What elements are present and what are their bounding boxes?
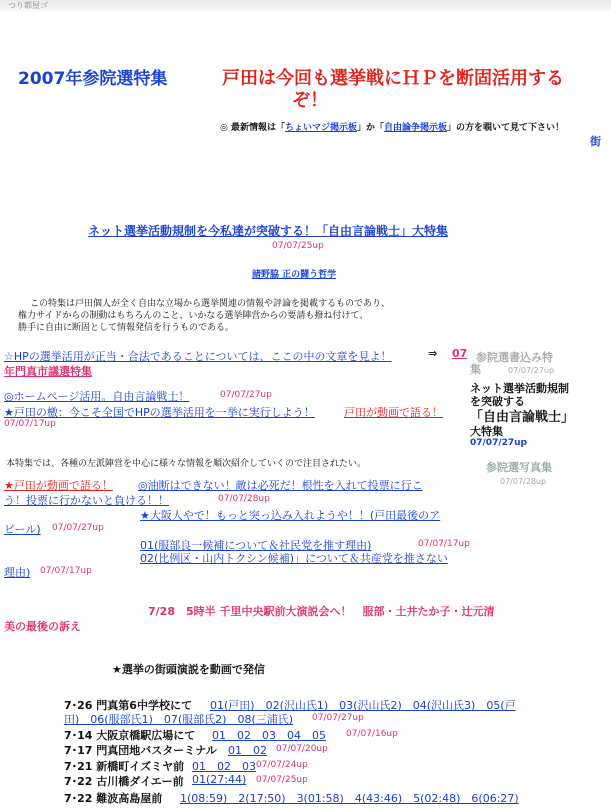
street-row-2-links[interactable]: 01 02 03 04 05 (212, 729, 326, 742)
item-01-link[interactable]: 01(服部良一候補について＆社民党を推す理由) (140, 539, 372, 552)
sidebar-heading-3[interactable]: 参院選写真集 (486, 461, 552, 474)
header-title-left: 2007年参院選特集 (18, 69, 168, 89)
video-message-link-2[interactable]: う！投票に行かないと負ける！！ (4, 494, 169, 507)
hp-use-link[interactable]: ◎ホームページ活用。自由言論戦士！ (4, 390, 190, 403)
street-row-5-links[interactable]: 01(27:44) (192, 773, 247, 786)
sidebar-date-2: 07/07/27up (470, 438, 527, 448)
notice-edge-text: 街 (590, 135, 601, 148)
video-date: 07/07/28up (218, 494, 270, 504)
street-row-2-date: 07/07/16up (346, 729, 398, 739)
notice-suffix: 」の方を覗いて見て下さい！ (447, 123, 565, 133)
street-row-3-label: 7･17 門真団地バスターミナル (64, 744, 217, 757)
sidebar-heading-1[interactable]: 参院選書込み特 (476, 351, 553, 364)
video-speech-link[interactable]: ★戸田が動画で語る！ (4, 479, 113, 492)
item-02-link-cont[interactable]: 理由) (4, 566, 31, 579)
header-title-right-line1: 戸田は今回も選挙戦にＨＰを断固活用する (222, 68, 564, 89)
notice-mid: 」か「 (357, 123, 385, 133)
hp-use-date: 07/07/27up (220, 390, 272, 400)
link-choi-maji-board[interactable]: ちょいマジ掲示板 (285, 123, 358, 133)
top-left-text: つり都屋ゴ (8, 1, 48, 10)
street-row-3-date: 07/07/20up (276, 744, 328, 754)
street-row-2-label: 7･14 大阪京橋駅広場にて (64, 729, 196, 742)
street-row-6-label: 7･22 難波高島屋前 (64, 792, 163, 805)
kadoma-election-link[interactable]: 年門真市議選特集 (4, 365, 92, 378)
video-message-link-1[interactable]: ◎油断はできない！敵は必死だ！根性を入れて投票に行こ (138, 479, 423, 492)
sidebar-heading-2-line3: 「自由言論戦士」 (470, 410, 575, 425)
street-row-5-label: 7･22 古川橋ダイエー前 (64, 775, 184, 788)
latest-notice (220, 120, 564, 133)
intro-line-3: 勝手に自由に断固として情報発信を行うものである。 (18, 323, 235, 333)
item-02-date: 07/07/17up (40, 566, 92, 576)
street-row-5-date: 07/07/25up (256, 775, 308, 785)
hp-legal-link[interactable]: ☆HPの選挙活用が正当・合法であることについては、ここの中の文章を見よ！ (4, 350, 392, 363)
sidebar-heading-1-cont: 集 (470, 363, 481, 376)
notice-prefix: ◎ 最新情報は「 (220, 123, 285, 133)
feature-title-link[interactable]: ネット選挙活動規制を今私達が突破する！「自由言論戦士」大特集 (88, 224, 449, 238)
street-row-1-links-cont[interactable]: 田) 06(服部氏1) 07(服部氏2) 08(三浦氏) (64, 713, 294, 726)
street-row-1-links[interactable]: 01(戸田) 02(沢山氏1) 03(沢山氏2) 04(沢山氏3) 05(戸 (210, 699, 516, 712)
item-02-link[interactable]: 02(比例区・山内トクシン候補)」について＆共産党を推さない (140, 552, 448, 565)
street-row-1-label: 7･26 門真第6中学校にて (64, 699, 192, 712)
streets-title: ★選挙の街頭演説を動画で発信 (112, 663, 265, 676)
sidebar-date-1: 07/07/27up (508, 366, 555, 375)
author-link[interactable]: 諸野脇 正の闘う哲学 (252, 270, 337, 280)
sidebar-date-3: 07/07/28up (500, 477, 547, 486)
header-title-right-line2: ぞ！ (292, 90, 328, 111)
street-row-4-date: 07/07/24up (256, 760, 308, 770)
intro-line-1: この特集は戸田個人が全く自由な立場から選挙関連の情報や評論を掲載するものであり、 (30, 299, 391, 309)
item-01-date: 07/07/17up (418, 539, 470, 549)
street-row-4-label: 7･21 新橋町イズミヤ前 (64, 760, 185, 773)
toda-policy-link[interactable]: ★戸田の檄：今こそ全国でHPの選挙活用を一挙に実行しよう！ (4, 406, 315, 419)
rally-line-2: 美の最後の訴え (4, 620, 81, 633)
toda-video-link[interactable]: 戸田が動画で語る！ (344, 406, 443, 419)
street-row-6-links[interactable]: 1(08:59) 2(17:50) 3(01:58) 4(43:46) 5(02:48) 6(06:27) (180, 792, 519, 805)
toda-policy-date: 07/07/17up (4, 419, 56, 429)
sidebar-heading-2-line4: 大特集 (470, 425, 503, 438)
street-row-3-links[interactable]: 01 02 (228, 744, 267, 757)
osaka-link-cont[interactable]: ピール) (4, 523, 41, 536)
osaka-link[interactable]: ★大阪人やで！もっと突っ込み入れようや！！(戸田最後のア (140, 509, 441, 522)
street-row-1-date: 07/07/27up (312, 713, 364, 723)
osaka-date: 07/07/27up (52, 523, 104, 533)
link-jiyu-ronso-board[interactable]: 自由論争掲示板 (384, 123, 448, 133)
arrow-icon: ⇒ (428, 347, 438, 360)
feature-date: 07/07/25up (272, 241, 324, 251)
sidebar-heading-2-line2: を突破する (470, 395, 525, 408)
street-row-4-links[interactable]: 01 02 03 (192, 760, 256, 773)
top-strip (0, 0, 611, 12)
sidebar-heading-2-line1[interactable]: ネット選挙活動規制 (470, 382, 569, 395)
rally-line-1: 7/28 5時半 千里中央駅前大演説会へ！ 服部・土井たか子・辻元清 (148, 605, 495, 618)
intro-line-2: 権力サイドからの制動はもちろんのこと、いかなる選挙陣営からの要請も撥ね付けて、 (18, 311, 369, 321)
kadoma-link-07[interactable]: 07 (452, 347, 468, 360)
main-text: 本特集では、各種の左派陣営を中心に様々な情報を順次紹介していくので注目されたい。 (6, 459, 367, 469)
